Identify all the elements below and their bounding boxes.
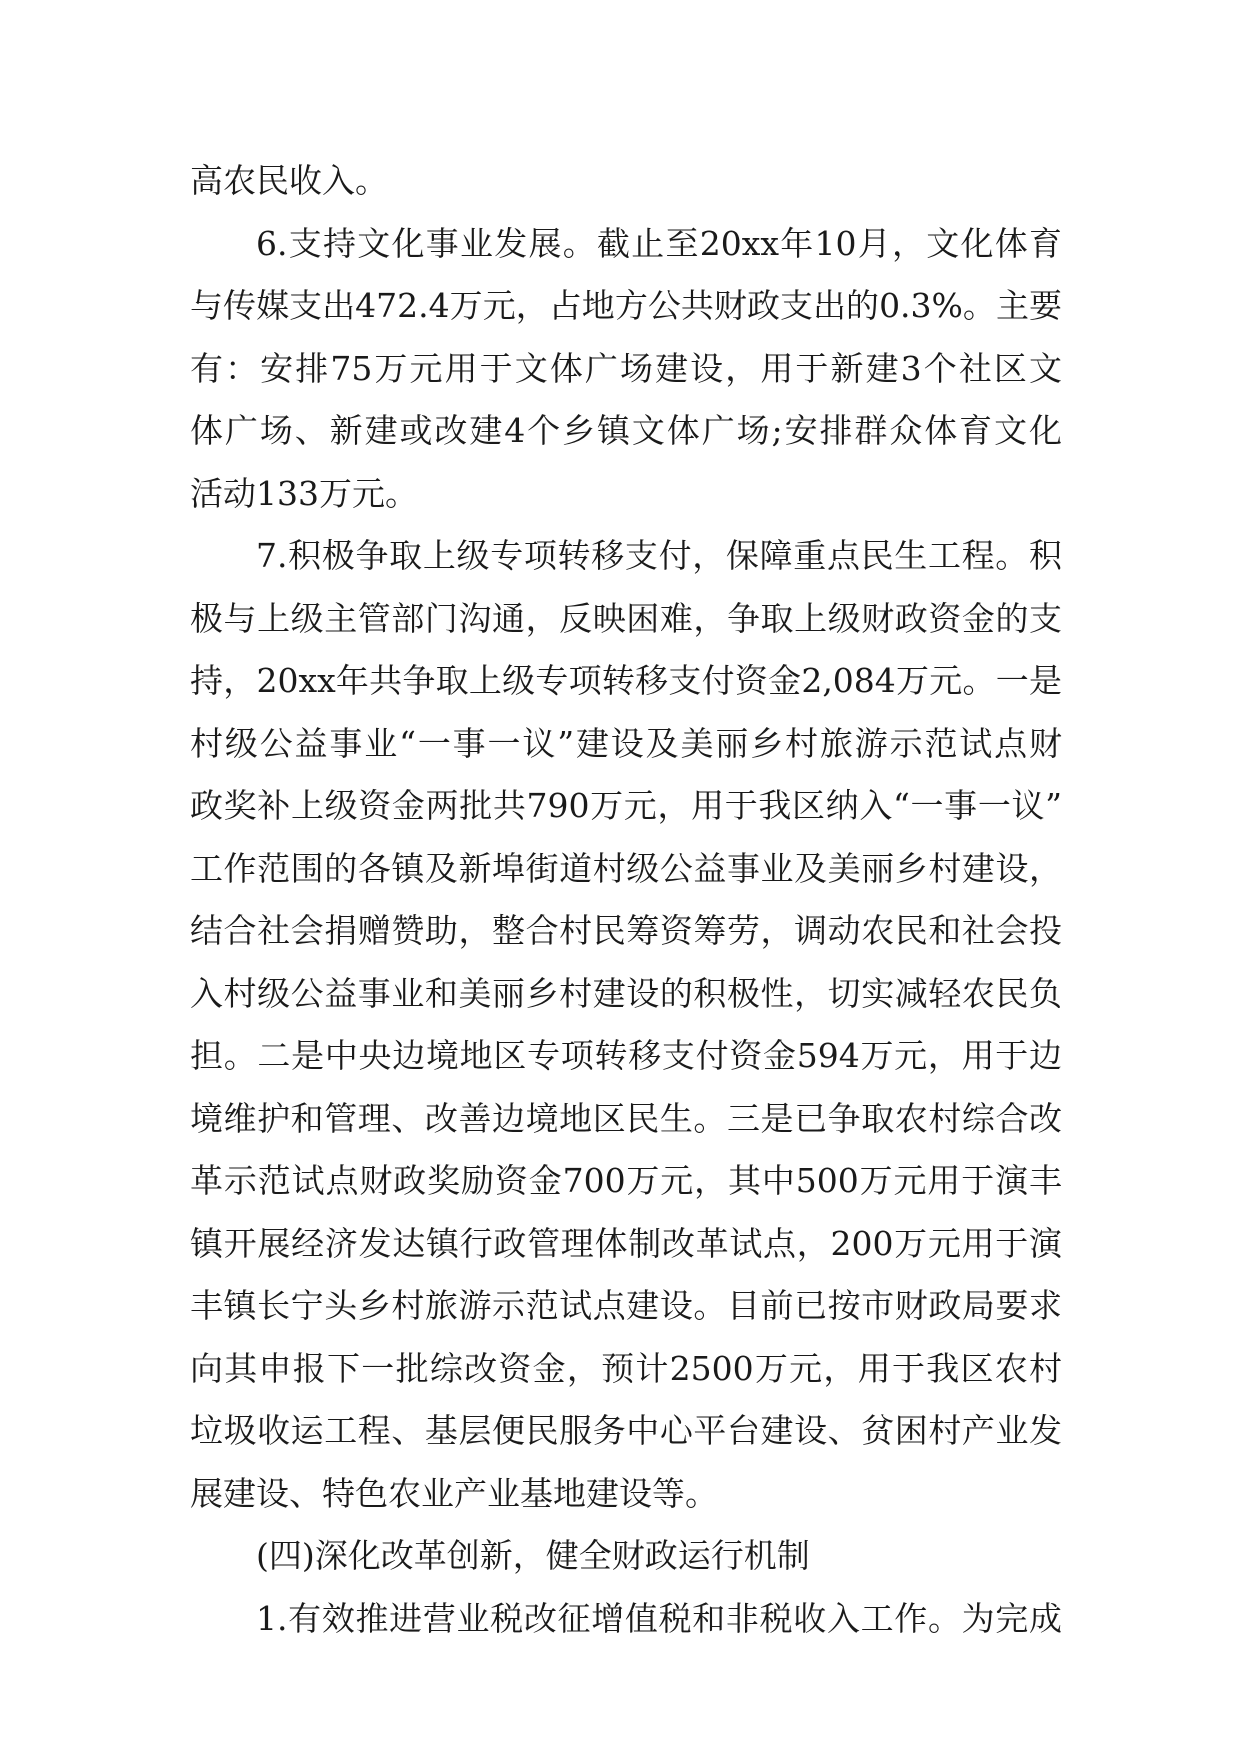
- text-line: 结合社会捐赠赞助，整合村民筹资筹劳，调动农民和社会投: [190, 911, 1062, 950]
- text-line: 入村级公益事业和美丽乡村建设的积极性，切实减轻农民负: [190, 973, 1062, 1013]
- text-line: 向其申报下一批综改资金，预计2500万元，用于我区农村: [190, 1348, 1062, 1388]
- text-line: 垃圾收运工程、基层便民服务中心平台建设、贫困村产业发: [190, 1411, 1062, 1450]
- text-line: 与传媒支出472.4万元，占地方公共财政支出的0.3%。主要: [190, 286, 1062, 325]
- text-line: 境维护和管理、改善边境地区民生。三是已争取农村综合改: [190, 1098, 1062, 1138]
- text-line: 活动133万元。: [190, 473, 418, 513]
- section-heading: (四)深化改革创新，健全财政运行机制: [256, 1536, 810, 1575]
- text-line: 丰镇长宁头乡村旅游示范试点建设。目前已按市财政局要求: [190, 1286, 1062, 1325]
- text-line: 革示范试点财政奖励资金700万元，其中500万元用于演丰: [190, 1161, 1062, 1200]
- text-line: 1.有效推进营业税改征增值税和非税收入工作。为完成: [256, 1598, 1062, 1638]
- text-line: 高农民收入。: [190, 161, 388, 200]
- text-line: 展建设、特色农业产业基地建设等。: [190, 1473, 718, 1513]
- text-line: 有：安排75万元用于文体广场建设，用于新建3个社区文: [190, 348, 1062, 388]
- text-line: 极与上级主管部门沟通，反映困难，争取上级财政资金的支: [190, 598, 1062, 638]
- text-line: 工作范围的各镇及新埠街道村级公益事业及美丽乡村建设，: [190, 848, 1062, 888]
- text-line: 6.支持文化事业发展。截止至20xx年10月，文化体育: [256, 223, 1062, 263]
- text-line: 担。二是中央边境地区专项转移支付资金594万元，用于边: [190, 1036, 1062, 1075]
- document-body: [190, 150, 1062, 1650]
- text-line: 7.积极争取上级专项转移支付，保障重点民生工程。积: [256, 536, 1062, 575]
- text-line: 体广场、新建或改建4个乡镇文体广场;安排群众体育文化: [190, 411, 1062, 450]
- text-line: 持，20xx年共争取上级专项转移支付资金2,084万元。一是: [190, 661, 1062, 700]
- text-line: 村级公益事业“一事一议”建设及美丽乡村旅游示范试点财: [190, 723, 1062, 763]
- text-line: 镇开展经济发达镇行政管理体制改革试点，200万元用于演: [190, 1223, 1062, 1263]
- text-line: 政奖补上级资金两批共790万元，用于我区纳入“一事一议”: [190, 786, 1062, 825]
